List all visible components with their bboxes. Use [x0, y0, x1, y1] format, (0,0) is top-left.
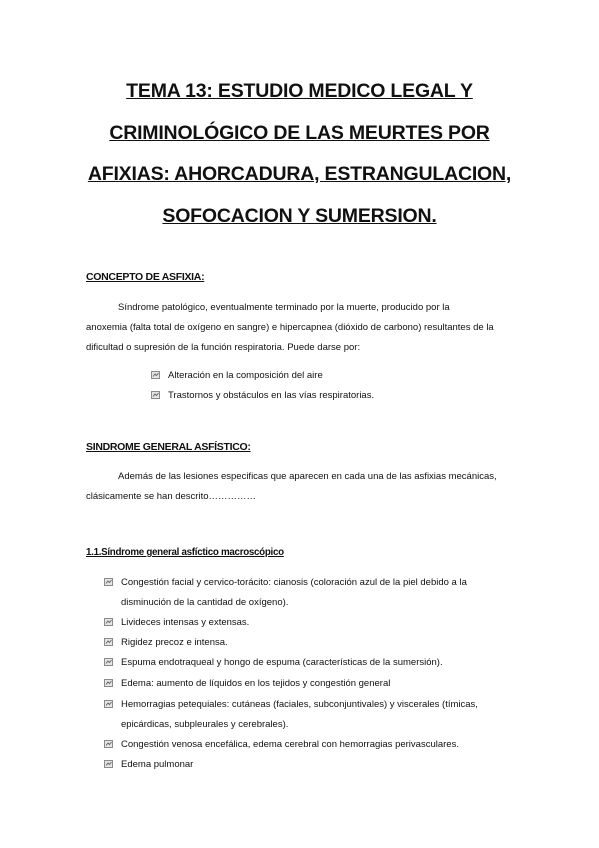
- paragraph-line: anoxemia (falta total de oxígeno en sangre) e hipercapnea (dióxido de carbono) resultantes de la: [86, 322, 494, 333]
- title-line: AFIXIAS: AHORCADURA, ESTRANGULACION,: [87, 163, 512, 185]
- list-item: Espuma endotraqueal y hongo de espuma (características de la sumersión).: [121, 657, 443, 668]
- list-item: Livideces intensas y extensas.: [121, 617, 250, 628]
- paragraph-concepto: [86, 298, 516, 358]
- list-item: Edema pulmonar: [121, 759, 194, 770]
- paragraph-line: clásicamente se han descrito……………: [86, 491, 257, 502]
- bullet-icon: [151, 391, 160, 399]
- list-item: Edema: aumento de líquidos en los tejidos y congestión general: [121, 678, 391, 689]
- paragraph-line: Además de las lesiones especificas que aparecen en cada una de las asfixias mecánicas,: [118, 471, 497, 482]
- list-item-line: Congestión facial y cervico-torácito: cianosis (coloración azul de la piel debido a la: [121, 577, 467, 588]
- paragraph-line: Síndrome patológico, eventualmente terminado por la muerte, producido por la: [118, 302, 450, 313]
- title-line: TEMA 13: ESTUDIO MEDICO LEGAL Y: [126, 80, 473, 102]
- section-heading-sindrome: SINDROME GENERAL ASFÍSTICO:: [86, 441, 251, 453]
- bullet-icon: [104, 658, 113, 666]
- bullet-icon: [104, 578, 113, 586]
- bullet-text: Alteración en la composición del aire: [168, 370, 323, 381]
- page-title: [40, 71, 559, 237]
- subsection-heading-macroscopico: 1.1.Síndrome general asfíctico macroscópico: [86, 547, 284, 558]
- bullet-icon: [151, 371, 160, 379]
- bullet-icon: [104, 618, 113, 626]
- section-heading-concepto: CONCEPTO DE ASFIXIA:: [86, 271, 205, 283]
- bullet-icon: [104, 679, 113, 687]
- bullet-icon: [104, 740, 113, 748]
- list-item-line: disminución de la cantidad de oxígeno).: [121, 597, 289, 608]
- list-item-line: epicárdicas, subpleurales y cerebrales).: [121, 719, 289, 730]
- bullet-text: Trastornos y obstáculos en las vías respiratorias.: [168, 390, 375, 401]
- bullet-icon: [104, 760, 113, 768]
- list-item: Rigidez precoz e intensa.: [121, 637, 228, 648]
- paragraph-line: dificultad o supresión de la función respiratoria. Puede darse por:: [86, 342, 361, 353]
- title-line: CRIMINOLÓGICO DE LAS MEURTES POR: [109, 121, 490, 144]
- title-line: SOFOCACION Y SUMERSION.: [162, 204, 437, 227]
- bullet-icon: [104, 638, 113, 646]
- list-item-line: Hemorragias petequiales: cutáneas (faciales, subconjuntivales) y viscerales (tímicas,: [121, 699, 478, 710]
- list-item: Congestión venosa encefálica, edema cerebral con hemorragias perivasculares.: [121, 739, 459, 750]
- paragraph-sindrome: [86, 467, 516, 507]
- bullet-icon: [104, 700, 113, 708]
- list-item: [121, 695, 478, 735]
- list-item: [121, 573, 467, 613]
